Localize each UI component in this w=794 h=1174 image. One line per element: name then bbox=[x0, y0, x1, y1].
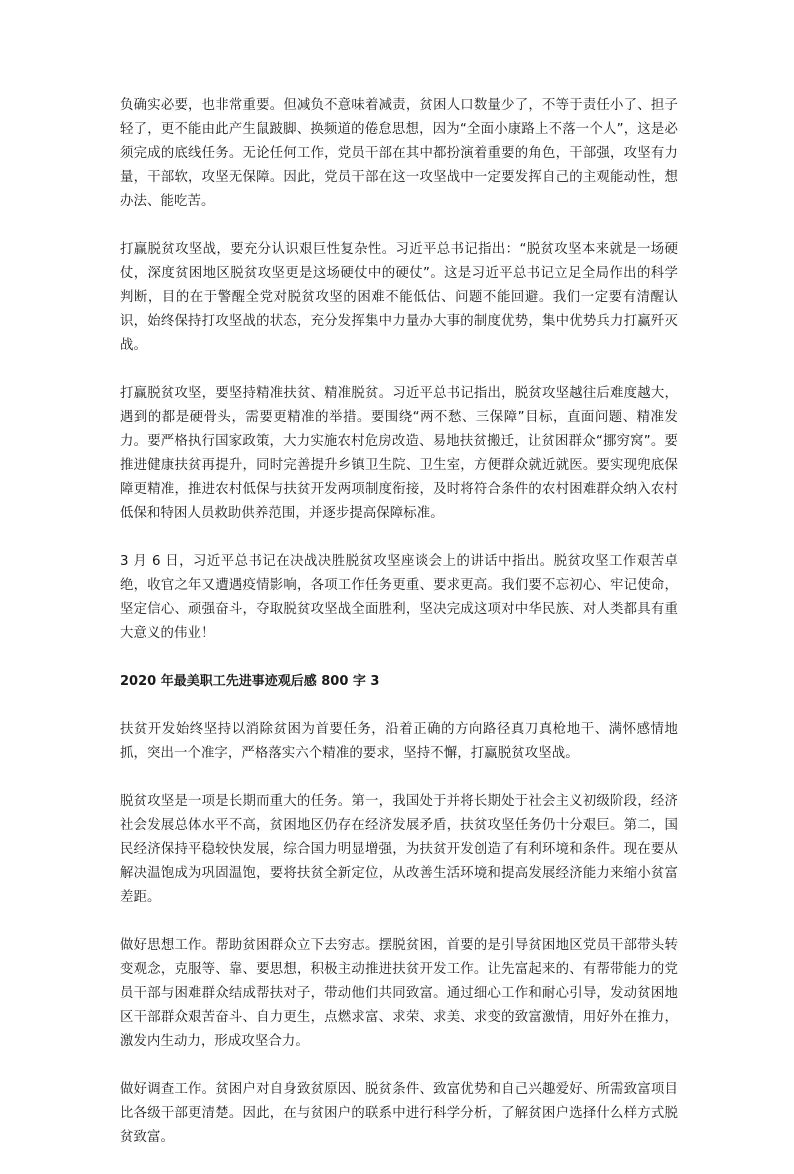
document-body bbox=[120, 94, 678, 1174]
paragraph: 3 月 6 日，习近平总书记在决战决胜脱贫攻坚座谈会上的讲话中指出。脱贫攻坚工作艰苦卓绝，收官之年又遭遇疫情影响，各项工作任务更重、要求更高。我们要不忘初心、牢记使命，坚定信心、顽强奋斗，夺取脱贫攻坚战全面胜利，坚决完成这项对中华民族、对人类都具有重大意义的伟业！ bbox=[120, 554, 678, 641]
paragraph: 脱贫攻坚是一项是长期而重大的任务。第一，我国处于并将长期处于社会主义初级阶段，经济社会发展总体水平不高，贫困地区仍存在经济发展矛盾，扶贫攻坚任务仍十分艰巨。第二，国民经济保持平稳较快发展，综合国力明显增强，为扶贫开发创造了有利环境和条件。现在要从解决温饱成为巩固温饱，要将扶贫全新定位，从改善生活环境和提高发展经济能力来缩小贫富差距。 bbox=[120, 794, 678, 905]
paragraph: 做好调查工作。贫困户对自身致贫原因、脱贫条件、致富优势和自己兴趣爱好、所需致富项目比各级干部更清楚。因此，在与贫困户的联系中进行科学分析，了解贫困户选择什么样方式脱贫致富。 bbox=[120, 1082, 678, 1145]
paragraph: 做好思想工作。帮助贫困群众立下去穷志。摆脱贫困，首要的是引导贫困地区党员干部带头转变观念，克服等、靠、要思想，积极主动推进扶贫开发工作。让先富起来的、有帮带能力的党员干部与困难群众结成帮扶对子，带动他们共同致富。通过细心工作和耐心引导，发动贫困地区干部群众艰苦奋斗、自力更生，点燃求富、求荣、求美、求变的致富激情，用好外在推力，激发内生动力，形成攻坚合力。 bbox=[120, 938, 678, 1049]
section-heading: 2020 年最美职工先进事迹观后感 800 字 3 bbox=[120, 674, 380, 689]
paragraph: 负确实必要，也非常重要。但减负不意味着减责，贫困人口数量少了，不等于责任小了、担子轻了，更不能由此产生鼠跛脚、换频道的倦怠思想，因为“全面小康路上不落一个人”，这是必须完成的底线任务。无论任何工作，党员干部在其中都扮演着重要的角色，干部强，攻坚有力量，干部软，攻坚无保障。因此，党员干部在这一攻坚战中一定要发挥自己的主观能动性，想办法、能吃苦。 bbox=[120, 98, 678, 209]
paragraph: 打赢脱贫攻坚战，要充分认识艰巨性复杂性。习近平总书记指出：“脱贫攻坚本来就是一场硬仗，深度贫困地区脱贫攻坚更是这场硬仗中的硬仗”。这是习近平总书记立足全局作出的科学判断，目的在于警醒全党对脱贫攻坚的困难不能低估、问题不能回避。我们一定要有清醒认识，始终保持打攻坚战的状态，充分发挥集中力量办大事的制度优势，集中优势兵力打赢歼灭战。 bbox=[120, 242, 678, 353]
paragraph: 打赢脱贫攻坚，要坚持精准扶贫、精准脱贫。习近平总书记指出，脱贫攻坚越往后难度越大，遇到的都是硬骨头，需要更精准的举措。要围绕“两不愁、三保障”目标，直面问题、精准发力。要严格执行国家政策，大力实施农村危房改造、易地扶贫搬迁，让贫困群众“挪穷窝”。要推进健康扶贫再提升，同时完善提升乡镇卫生院、卫生室，方便群众就近就医。要实现兜底保障更精准，推进农村低保与扶贫开发两项制度衔接，及时将符合条件的农村困难群众纳入农村低保和特困人员救助供养范围，并逐步提高保障标准。 bbox=[120, 386, 678, 521]
paragraph: 扶贫开发始终坚持以消除贫困为首要任务，沿着正确的方向路径真刀真枪地干、满怀感情地抓，突出一个准字，严格落实六个精准的要求，坚持不懈，打赢脱贫攻坚战。 bbox=[120, 722, 678, 761]
